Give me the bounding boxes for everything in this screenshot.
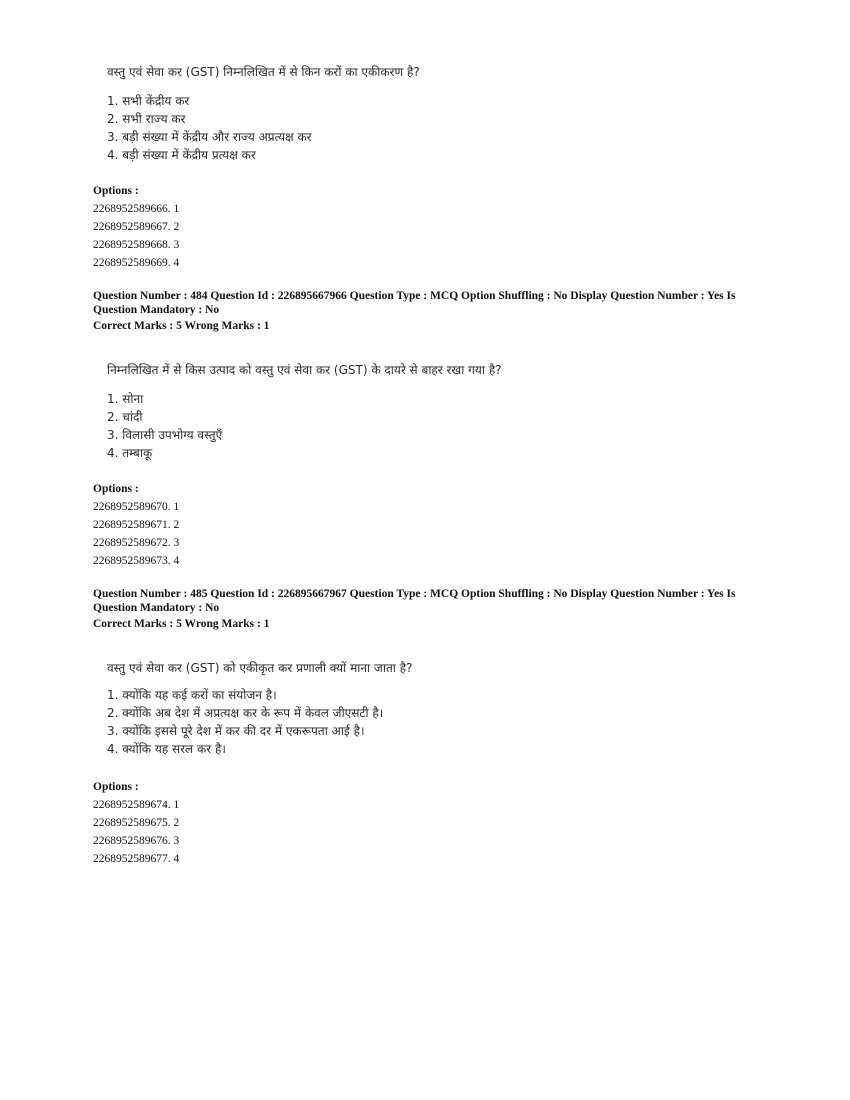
answer-choice: 3. विलासी उपभोग्य वस्तुएँ	[107, 428, 223, 442]
options-label: Options :	[93, 483, 139, 495]
option-id: 2268952589667. 2	[93, 221, 180, 233]
answer-choice: 2. सभी राज्य कर	[107, 112, 186, 126]
option-id: 2268952589666. 1	[93, 203, 180, 215]
option-ids-list	[93, 498, 179, 570]
option-id: 2268952589674. 1	[93, 799, 180, 811]
answer-choice: 2. क्योंकि अब देश में अप्रत्यक्ष कर के रूप में केवल जीएसटी है।	[107, 706, 384, 720]
question-meta-line: Question Number : 484 Question Id : 226895667966 Question Type : MCQ Option Shuffling : No Display Question Number : Yes Is Question Mandatory : No	[93, 290, 736, 316]
answer-choice: 3. बड़ी संख्या में केंद्रीय और राज्य अप्रत्यक्ष कर	[107, 130, 312, 144]
question-meta	[93, 290, 773, 334]
options-label: Options :	[93, 781, 139, 793]
answer-choices	[107, 92, 312, 164]
answer-choice: 4. तम्बाकू	[107, 446, 153, 460]
option-ids-list	[93, 200, 179, 272]
option-ids-list	[93, 796, 179, 868]
options-label: Options :	[93, 185, 139, 197]
question-meta	[93, 588, 773, 632]
answer-choice: 1. क्योंकि यह कई करों का संयोजन है।	[107, 688, 277, 702]
answer-choice: 1. सभी केंद्रीय कर	[107, 94, 190, 108]
answer-choices	[107, 686, 383, 758]
option-id: 2268952589670. 1	[93, 501, 180, 513]
question-text: वस्तु एवं सेवा कर (GST) को एकीकृत कर प्रणाली क्यों माना जाता है?	[107, 661, 413, 675]
option-id: 2268952589668. 3	[93, 239, 180, 251]
answer-choice: 1. सोना	[107, 392, 144, 406]
question-text: वस्तु एवं सेवा कर (GST) निम्नलिखित में से किन करों का एकीकरण है?	[107, 65, 420, 79]
answer-choice: 4. बड़ी संख्या में केंद्रीय प्रत्यक्ष कर	[107, 148, 256, 162]
option-id: 2268952589672. 3	[93, 537, 180, 549]
option-id: 2268952589675. 2	[93, 817, 180, 829]
question-meta-line: Question Number : 485 Question Id : 226895667967 Question Type : MCQ Option Shuffling : No Display Question Number : Yes Is Question Mandatory : No	[93, 588, 736, 614]
answer-choice: 3. क्योंकि इससे पूरे देश में कर की दर में एकरूपता आई है।	[107, 724, 365, 738]
marks-line: Correct Marks : 5 Wrong Marks : 1	[93, 320, 270, 332]
option-id: 2268952589671. 2	[93, 519, 180, 531]
answer-choices	[107, 390, 222, 462]
answer-choice: 4. क्योंकि यह सरल कर है।	[107, 742, 226, 756]
marks-line: Correct Marks : 5 Wrong Marks : 1	[93, 618, 270, 630]
option-id: 2268952589676. 3	[93, 835, 180, 847]
option-id: 2268952589677. 4	[93, 853, 180, 865]
question-text: निम्नलिखित में से किस उत्पाद को वस्तु एवं सेवा कर (GST) के दायरे से बाहर रखा गया है?	[107, 363, 502, 377]
option-id: 2268952589673. 4	[93, 555, 180, 567]
option-id: 2268952589669. 4	[93, 257, 180, 269]
answer-choice: 2. चांदी	[107, 410, 143, 424]
